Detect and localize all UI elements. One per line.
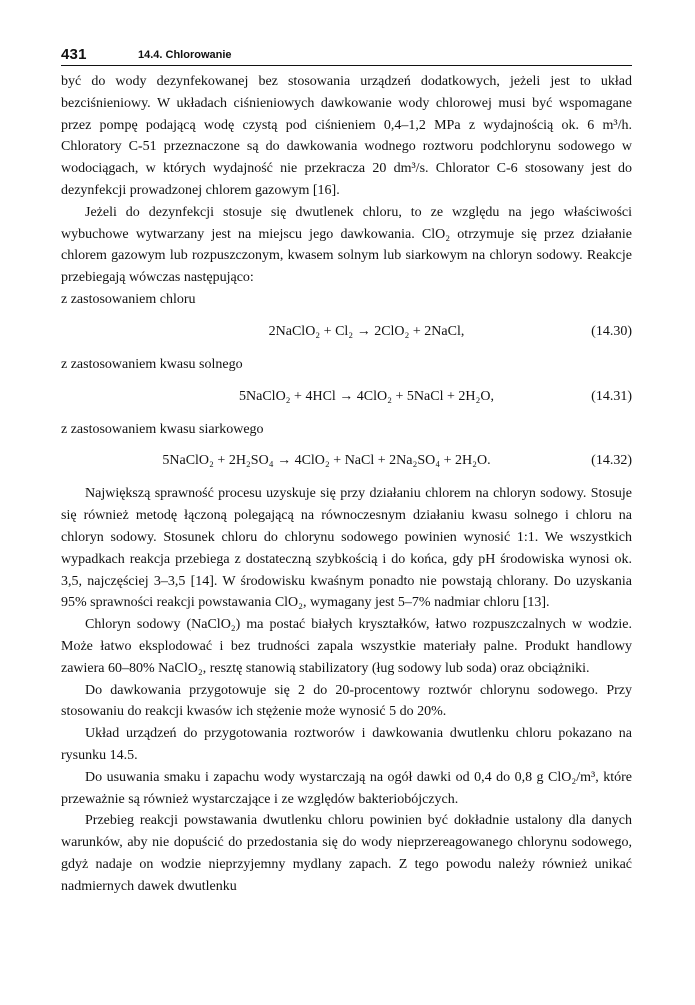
equation-formula: 5NaClO₂ + 2H₂SO₄ → 4ClO₂ + NaCl + 2Na₂SO₄ + 2H₂O.	[162, 453, 491, 469]
lead-in-sulfuric-acid: z zastosowaniem kwasu siarkowego	[61, 421, 264, 437]
page-body	[61, 71, 632, 898]
running-title: 14.4. Chlorowanie	[138, 49, 232, 61]
lead-in-hydrochloric-acid: z zastosowaniem kwasu solnego	[61, 356, 243, 372]
paragraph-4: Chloryn sodowy (NaClO₂) ma postać białych kryształków, łatwo rozpuszczalnych w wodzie. Może łatwo eksplodować i bez trudności zapala wszystkie materiały palne. Produkt handlowy zawiera 60–80% NaClO₂, resztę stanowią stabilizatory (ług sodowy lub soda) oraz obciążniki.	[61, 617, 632, 676]
paragraph-5: Do dawkowania przygotowuje się 2 do 20-procentowy roztwór chlorynu sodowego. Przy stosowaniu do reakcji kwasów ich stężenie może wynosić 5 do 20%.	[61, 682, 632, 720]
paragraph-8: Przebieg reakcji powstawania dwutlenku chloru powinien być dokładnie ustalony dla danych warunków, aby nie dopuścić do przedostania się do wody nieprzereagowanego chlorynu sodowego, gdyż nadaje on wodzie nieprzyjemny mydlany zapach. Z tego powodu należy również unikać nadmiernych dawek dwutlenku	[61, 813, 632, 894]
paragraph-3: Największą sprawność procesu uzyskuje się przy działaniu chlorem na chloryn sodowy. Stosuje się również metodę łączoną polegającą na równoczesnym działaniu kwasu solnego i chloru na chloryn sodowy. Stosunek chloru do chlorynu sodowego powinien wynosić 1:1. We wszystkich wypadkach reakcja przebiega z dostateczną szybkością i do końca, gdy pH środowiska wynosi ok. 3,5, najczęściej 3–3,5 [14]. W środowisku kwaśnym ponadto nie powstają chlorany. Do uzyskania 95% sprawności reakcji powstawania ClO₂, wymagany jest 5–7% nadmiar chloru [13].	[61, 486, 632, 611]
paragraph-1: być do wody dezynfekowanej bez stosowania urządzeń dodatkowych, jeżeli jest to układ bezciśnieniowy. W układach ciśnieniowych dawkowanie wody chlorowej musi być wspomagane przez pompę podającą wodę czystą pod ciśnieniem 0,4–1,2 MPa z wydajnością ok. 6 m³/h. Chloratory C-51 przeznaczone są do dawkowania wodnego roztworu podchlorynu sodowego w wodociągach, w których wydajność nie przekracza 20 dm³/s. Chlorator C-6 stosowany jest do dezynfekcji prowadzonej chlorem gazowym [16].	[61, 74, 632, 198]
header-rule	[61, 65, 632, 66]
equation-14-30	[61, 316, 632, 349]
equation-formula: 2NaClO₂ + Cl₂ → 2ClO₂ + 2NaCl,	[268, 323, 465, 339]
page-number: 431	[61, 46, 87, 63]
page-header	[61, 46, 632, 68]
equation-number: (14.30)	[591, 323, 632, 339]
paragraph-6: Układ urządzeń do przygotowania roztworów i dawkowania dwutlenku chloru pokazano na rysunku 14.5.	[61, 726, 632, 763]
equation-formula: 5NaClO₂ + 4HCl → 4ClO₂ + 5NaCl + 2H₂O,	[239, 388, 494, 404]
equation-14-32	[61, 445, 632, 478]
book-page	[61, 46, 632, 898]
paragraph-7: Do usuwania smaku i zapachu wody wystarczają na ogół dawki od 0,4 do 0,8 g ClO₂/m³, które przeważnie są również wystarczające i ze względów bakteriobójczych.	[61, 769, 632, 807]
paragraph-2: Jeżeli do dezynfekcji stosuje się dwutlenek chloru, to ze względu na jego właściwości wybuchowe wytwarzany jest na miejscu jego dawkowania. ClO₂ otrzymuje się przez działanie chlorem gazowym lub rozpuszczonym, kwasem solnym lub siarkowym na chloryn sodowy. Reakcje przebiegają wówczas następująco:	[61, 204, 632, 286]
equation-number: (14.32)	[591, 453, 632, 469]
lead-in-chlorine: z zastosowaniem chloru	[61, 291, 196, 307]
equation-number: (14.31)	[591, 388, 632, 404]
equation-14-31	[61, 381, 632, 414]
